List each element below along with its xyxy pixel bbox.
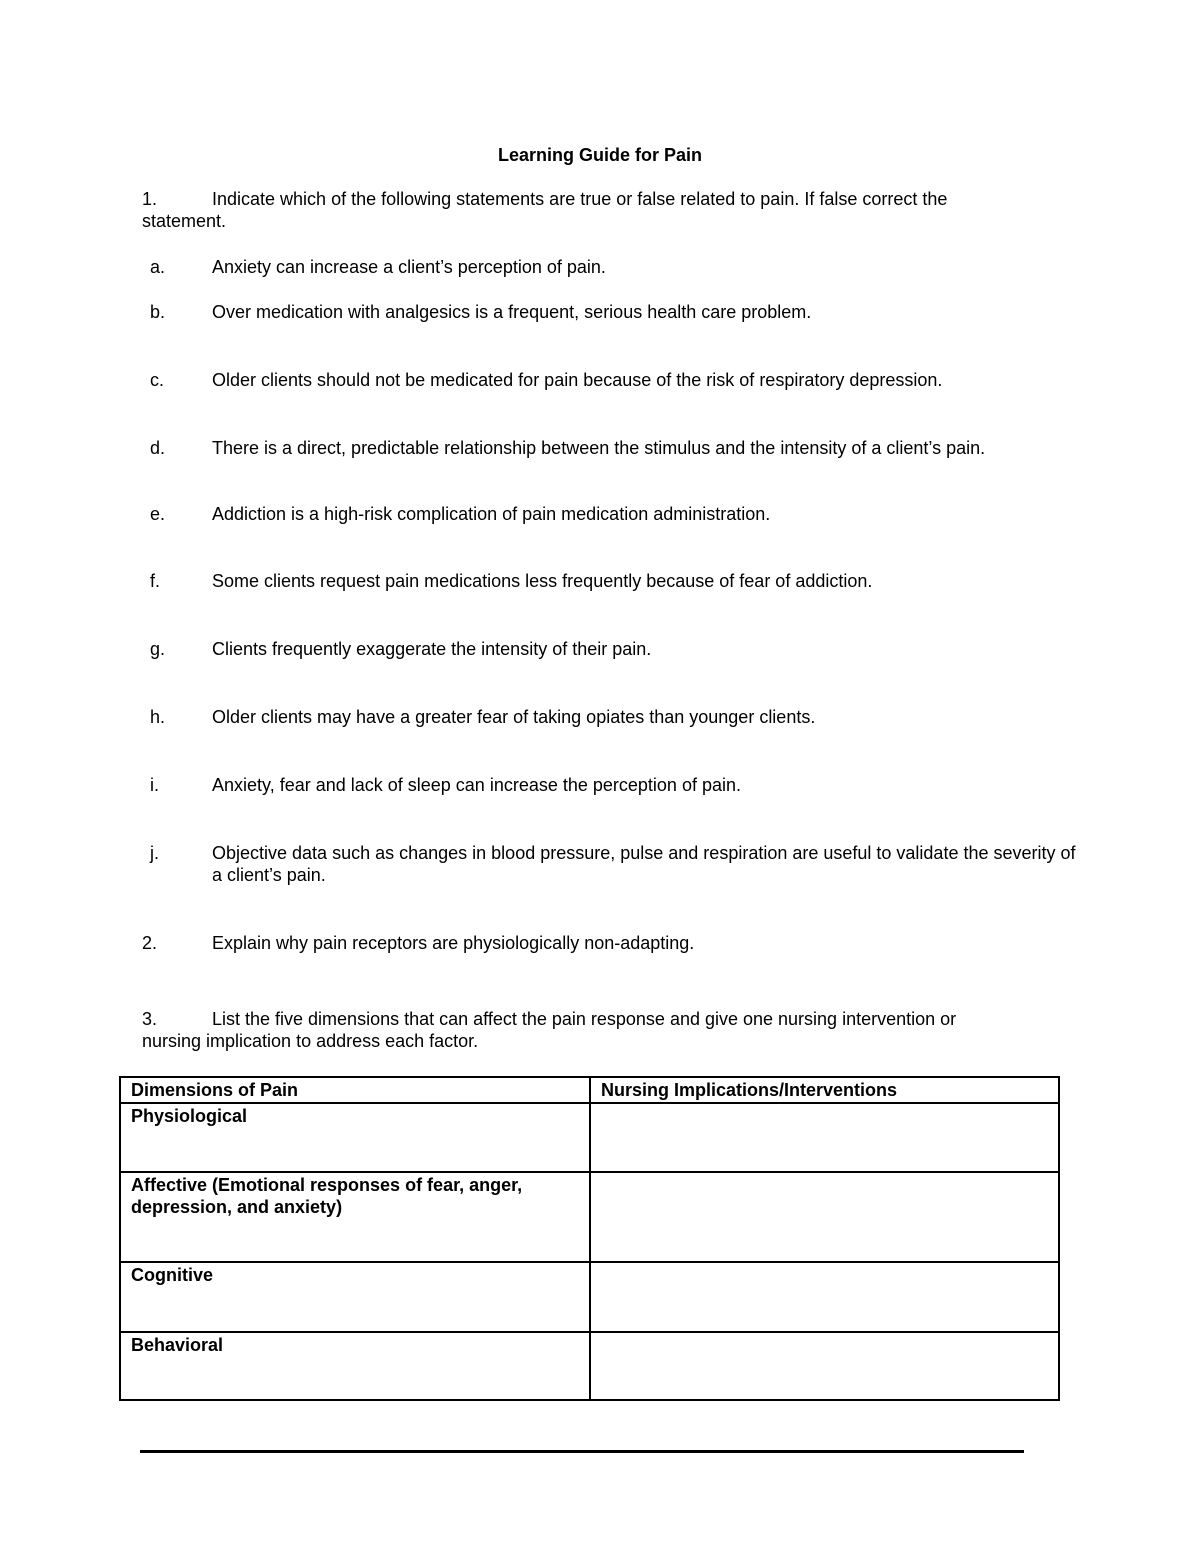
table-row (120, 1172, 1059, 1262)
statement-i (142, 774, 1072, 796)
statement-letter: j. (150, 843, 159, 863)
question-number: 1. (142, 189, 158, 209)
intervention-cell[interactable] (590, 1103, 1059, 1172)
intervention-cell[interactable] (590, 1262, 1059, 1332)
statement-b (142, 301, 1072, 323)
dimension-cell: Cognitive (120, 1262, 590, 1332)
statement-h (142, 706, 1072, 728)
dimension-cell: Affective (Emotional responses of fear, anger, depression, and anxiety) (120, 1172, 590, 1262)
statement-letter: e. (150, 504, 166, 524)
statement-c (142, 369, 1072, 391)
table-header-row (120, 1077, 1059, 1103)
header-dimensions: Dimensions of Pain (120, 1077, 590, 1103)
statement-text: Some clients request pain medications less frequently because of fear of addiction. (212, 571, 873, 591)
statement-a (142, 256, 1072, 278)
table-row (120, 1103, 1059, 1172)
intervention-cell[interactable] (590, 1172, 1059, 1262)
table-row (120, 1262, 1059, 1332)
statement-text: Over medication with analgesics is a frequent, serious health care problem. (212, 302, 812, 322)
statement-letter: f. (150, 571, 161, 591)
statement-letter: b. (150, 302, 166, 322)
page-title: Learning Guide for Pain (497, 145, 703, 165)
bottom-rule (140, 1450, 1024, 1453)
statement-text: Older clients may have a greater fear of taking opiates than younger clients. (212, 707, 816, 727)
question-number: 2. (142, 933, 158, 953)
statement-text: Anxiety can increase a client’s perception of pain. (212, 257, 606, 277)
dimensions-table (119, 1076, 1060, 1401)
question-3 (142, 1008, 1062, 1052)
statement-text: Older clients should not be medicated for pain because of the risk of respiratory depression. (212, 370, 943, 390)
statement-j (142, 842, 1082, 886)
statement-text: Clients frequently exaggerate the intensity of their pain. (212, 639, 652, 659)
statement-g (142, 638, 1072, 660)
question-text-line2: statement. (142, 211, 227, 231)
question-text-line2: nursing implication to address each factor. (142, 1031, 479, 1051)
statement-text: Objective data such as changes in blood pressure, pulse and respiration are useful to validate the severity of a client’s pain. (212, 843, 1076, 885)
dimension-cell: Physiological (120, 1103, 590, 1172)
statement-letter: i. (150, 775, 159, 795)
statement-letter: c. (150, 370, 165, 390)
statement-letter: d. (150, 438, 166, 458)
question-text-line1: Indicate which of the following statements are true or false related to pain. If false correct the (212, 189, 948, 209)
intervention-cell[interactable] (590, 1332, 1059, 1400)
statement-letter: a. (150, 257, 166, 277)
statement-e (142, 503, 1072, 525)
statement-text: There is a direct, predictable relationship between the stimulus and the intensity of a client’s pain. (212, 438, 986, 458)
dimension-cell: Behavioral (120, 1332, 590, 1400)
question-2 (142, 932, 1072, 954)
question-number: 3. (142, 1009, 158, 1029)
statement-text: Addiction is a high-risk complication of pain medication administration. (212, 504, 771, 524)
question-1 (142, 188, 1062, 232)
statement-text: Anxiety, fear and lack of sleep can increase the perception of pain. (212, 775, 741, 795)
statement-letter: g. (150, 639, 166, 659)
question-text: Explain why pain receptors are physiologically non-adapting. (212, 933, 695, 953)
table-row (120, 1332, 1059, 1400)
statement-d (142, 437, 1072, 459)
statement-letter: h. (150, 707, 166, 727)
question-text-line1: List the five dimensions that can affect the pain response and give one nursing intervention or (212, 1009, 957, 1029)
header-interventions: Nursing Implications/Interventions (590, 1077, 1059, 1103)
statement-f (142, 570, 1072, 592)
